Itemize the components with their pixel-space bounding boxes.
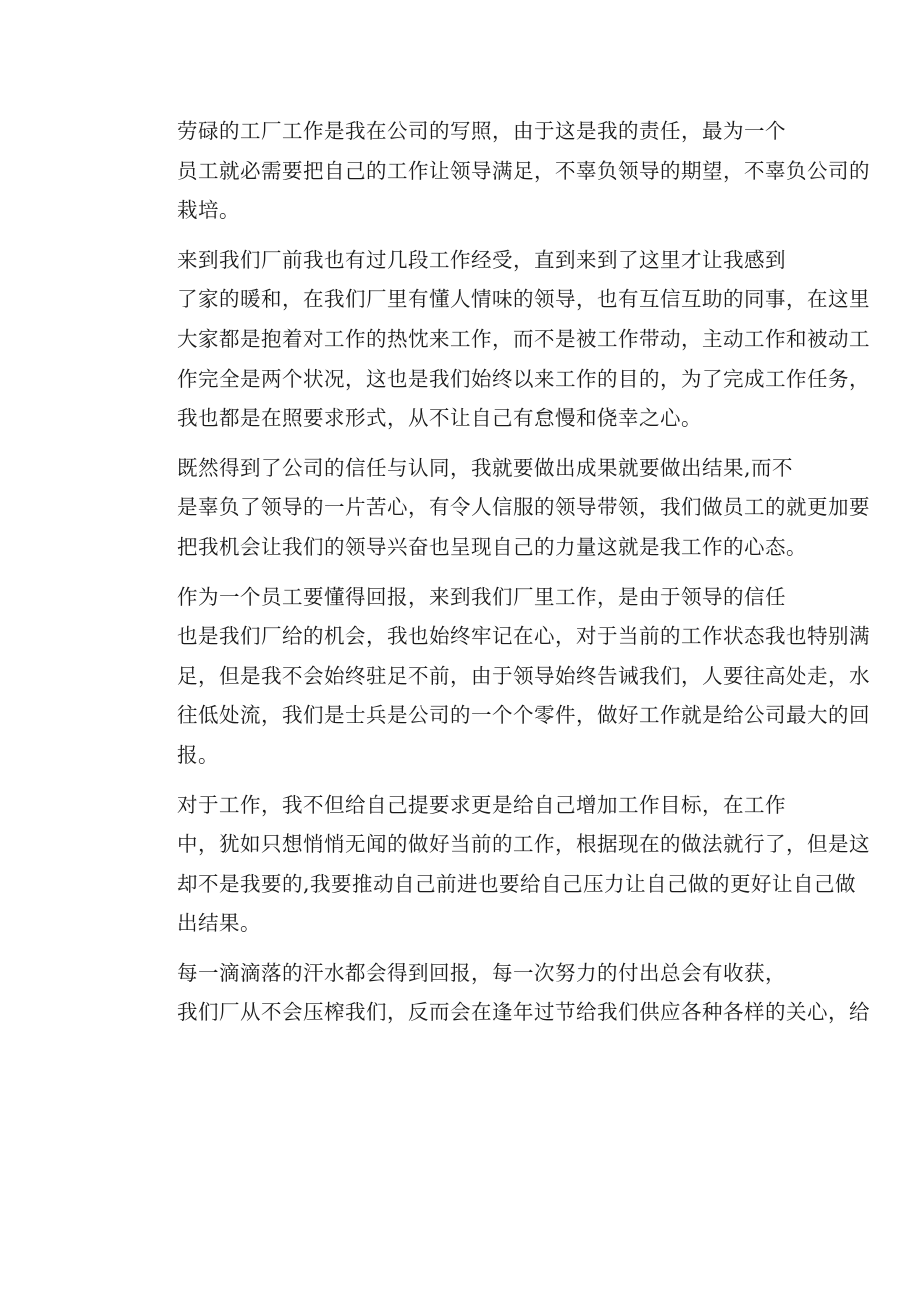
text-line: 把我机会让我们的领导兴奋也呈现自己的力量这就是我工作的心态。 <box>177 534 807 559</box>
text-line: 足，但是我不会始终驻足不前，由于领导始终告诫我们，人要往高处走，水 <box>177 663 870 688</box>
text-line: 中，犹如只想悄悄无闻的做好当前的工作，根据现在的做法就行了，但是这 <box>177 832 870 857</box>
text-line: 作完全是两个状况，这也是我们始终以来工作的目的，为了完成工作任务， <box>177 366 870 391</box>
paragraph <box>136 112 870 231</box>
text-line: 每一滴滴落的汗水都会得到回报，每一次努力的付出总会有收获， <box>177 960 786 985</box>
paragraph <box>136 786 870 944</box>
text-line: 我们厂从不会压榨我们，反而会在逢年过节给我们供应各种各样的关心，给 <box>177 1000 870 1025</box>
text-line: 报。 <box>177 742 219 767</box>
paragraph <box>136 578 870 776</box>
text-line: 来到我们厂前我也有过几段工作经受，直到来到了这里才让我感到 <box>177 247 786 272</box>
text-line: 却不是我要的,我要推动自己前进也要给自己压力让自己做的更好让自己做 <box>177 871 857 896</box>
text-line: 了家的暖和，在我们厂里有懂人情味的领导，也有互信互助的同事，在这里 <box>177 287 870 312</box>
text-line: 往低处流，我们是士兵是公司的一个个零件，做好工作就是给公司最大的回 <box>177 703 870 728</box>
document-body <box>136 112 870 1043</box>
text-line: 对于工作，我不但给自己提要求更是给自己增加工作目标，在工作 <box>177 792 786 817</box>
paragraph <box>136 954 870 1033</box>
text-line: 劳碌的工厂工作是我在公司的写照，由于这是我的责任，最为一个 <box>177 119 786 143</box>
text-line: 员工就必需要把自己的工作让领导满足，不辜负领导的期望，不辜负公司的 <box>177 158 870 183</box>
text-line: 也是我们厂给的机会，我也始终牢记在心，对于当前的工作状态我也特别满 <box>177 624 870 649</box>
text-line: 既然得到了公司的信任与认同，我就要做出成果就要做出结果,而不 <box>177 455 794 480</box>
paragraph <box>136 449 870 568</box>
text-line: 栽培。 <box>177 198 240 223</box>
text-line: 作为一个员工要懂得回报，来到我们厂里工作，是由于领导的信任 <box>177 584 786 609</box>
text-line: 我也都是在照要求形式，从不让自己有怠慢和侥幸之心。 <box>177 406 702 431</box>
text-line: 大家都是抱着对工作的热忱来工作，而不是被工作带动，主动工作和被动工 <box>177 326 870 351</box>
paragraph <box>136 241 870 439</box>
text-line: 是辜负了领导的一片苦心，有令人信服的领导带领，我们做员工的就更加要 <box>177 495 870 520</box>
text-line: 出结果。 <box>177 911 261 936</box>
